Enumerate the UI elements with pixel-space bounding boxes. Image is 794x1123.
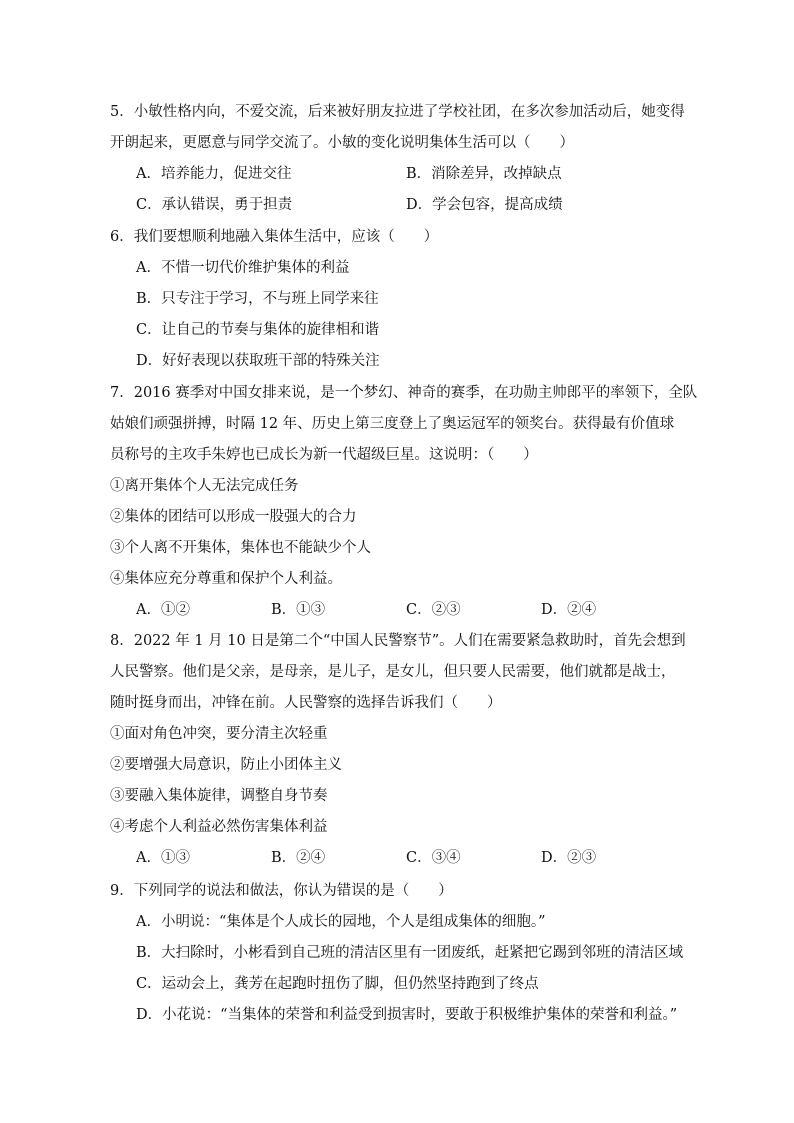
question-stem-line: 8．2022 年 1 月 10 日是第二个“中国人民警察节”。人们在需要紧急救助时，首先会想到: [110, 633, 686, 649]
question-stem-line: 9．下列同学的说法和做法，你认为错误的是（ ）: [110, 883, 453, 899]
question-8: [110, 626, 690, 874]
statement-4: ④集体应充分尊重和保护个人利益。: [110, 571, 342, 587]
question-stem-line: 随时挺身而出，冲锋在前。人民警察的选择告诉我们（ ）: [110, 695, 502, 711]
option-a[interactable]: A．小明说：“集体是个人成长的园地，个人是组成集体的细胞。”: [136, 914, 546, 930]
option-c[interactable]: C．承认错误，勇于担责: [136, 197, 293, 213]
question-stem-line: 人民警察。他们是父亲，是母亲，是儿子，是女儿，但只要人民需要，他们就都是战士，: [110, 664, 676, 680]
option-d[interactable]: D．②④: [541, 602, 597, 618]
question-stem-line: 姑娘们顽强拼搏，时隔 12 年、历史上第三度登上了奥运冠军的领奖台。获得最有价值球: [110, 416, 675, 432]
option-a[interactable]: A．不惜一切代价维护集体的利益: [136, 260, 350, 276]
question-9: [110, 876, 690, 1031]
option-d[interactable]: D．小花说：“当集体的荣誉和利益受到损害时，要敢于积极维护集体的荣誉和利益。”: [136, 1007, 678, 1023]
options-row: [110, 159, 690, 190]
question-stem-line: 5．小敏性格内向，不爱交流，后来被好朋友拉进了学校社团，在多次参加活动后，她变得: [110, 104, 685, 120]
question-5: [110, 97, 690, 221]
option-a[interactable]: A．①②: [136, 602, 190, 618]
option-c[interactable]: C．运动会上，龚芳在起跑时扭伤了脚，但仍然坚持跑到了终点: [136, 976, 539, 992]
statement-3: ③个人离不开集体，集体也不能缺少个人: [110, 540, 371, 556]
statement-3: ③要融入集体旋律，调整自身节奏: [110, 788, 328, 804]
option-b[interactable]: B．①③: [271, 602, 326, 618]
option-d[interactable]: D．②③: [541, 850, 597, 866]
option-b[interactable]: B．只专注于学习，不与班上同学来往: [136, 291, 379, 307]
options-row: [110, 190, 690, 221]
question-stem-line: 开朗起来，更愿意与同学交流了。小敏的变化说明集体生活可以（ ）: [110, 135, 574, 151]
statement-1: ①离开集体个人无法完成任务: [110, 478, 299, 494]
question-7: [110, 378, 698, 626]
options-row: [110, 843, 690, 874]
statement-2: ②要增强大局意识，防止小团体主义: [110, 757, 342, 773]
option-b[interactable]: B．②④: [271, 850, 326, 866]
statement-1: ①面对角色冲突，要分清主次轻重: [110, 726, 328, 742]
option-b[interactable]: B．大扫除时，小彬看到自己班的清洁区里有一团废纸，赶紧把它踢到邻班的清洁区域: [136, 945, 684, 961]
options-row: [110, 595, 690, 626]
question-stem-line: 员称号的主攻手朱婷也已成长为新一代超级巨星。这说明：（ ）: [110, 447, 538, 463]
option-d[interactable]: D．学会包容，提高成绩: [406, 197, 563, 213]
option-c[interactable]: C．②③: [406, 602, 461, 618]
option-c[interactable]: C．让自己的节奏与集体的旋律相和谐: [136, 322, 380, 338]
question-stem-line: 6．我们要想顺利地融入集体生活中，应该（ ）: [110, 229, 439, 245]
question-stem-line: 7．2016 赛季对中国女排来说，是一个梦幻、神奇的赛季，在功勋主帅郎平的率领下，全队: [110, 385, 698, 401]
option-b[interactable]: B．消除差异，改掉缺点: [406, 166, 562, 182]
option-a[interactable]: A．培养能力，促进交往: [136, 166, 292, 182]
statement-4: ④考虑个人利益必然伤害集体利益: [110, 819, 328, 835]
option-a[interactable]: A．①③: [136, 850, 190, 866]
statement-2: ②集体的团结可以形成一股强大的合力: [110, 509, 357, 525]
option-d[interactable]: D．好好表现以获取班干部的特殊关注: [136, 353, 380, 369]
option-c[interactable]: C．③④: [406, 850, 461, 866]
question-6: [110, 222, 690, 377]
